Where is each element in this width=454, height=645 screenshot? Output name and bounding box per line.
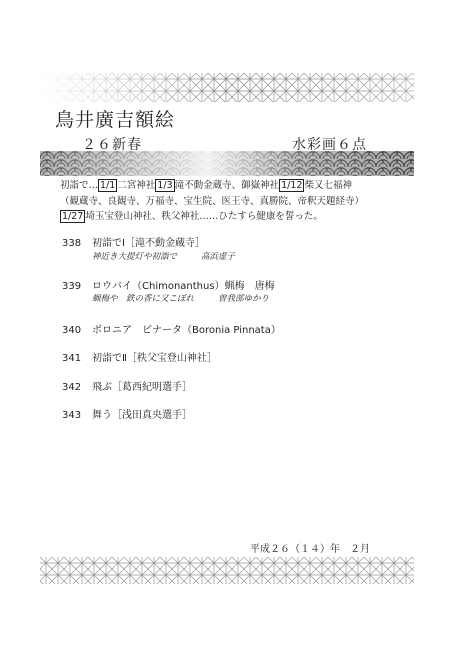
item-title: 飛ぶ［葛西紀明選手］ <box>92 382 192 393</box>
intro-text: 二宮神社 <box>117 180 156 191</box>
list-item <box>62 277 275 292</box>
intro-line-3 <box>60 209 420 225</box>
date-box: 1/12 <box>281 180 303 191</box>
item-title: 初詣でⅡ［秩父宝登山神社］ <box>92 353 217 364</box>
list-item <box>62 234 205 249</box>
item-title: ロウバイ（Chimonanthus）蝋梅 唐梅 <box>92 281 275 292</box>
date-box: 1/1 <box>100 180 116 191</box>
haiku-line <box>92 292 269 304</box>
intro-paragraph <box>60 178 420 225</box>
item-number: 340 <box>62 325 82 336</box>
intro-line-2: （観蔵寺、良観寺、万福寺、宝生院、医王寺、真勝院、帝釈天題経寺） <box>60 195 365 207</box>
bottom-pattern-band <box>40 557 414 584</box>
top-pattern-band <box>40 73 414 102</box>
list-item <box>62 406 192 421</box>
intro-text: 初詣で… <box>60 180 99 191</box>
item-title: ボロニア ピナータ（Boronia Pinnata） <box>92 325 281 336</box>
date-line: 平成２６（１４）年 ２月 <box>250 544 370 555</box>
haiku-line <box>92 250 235 262</box>
item-number: 338 <box>62 238 82 249</box>
intro-line-1 <box>60 178 420 194</box>
date-box: 1/27 <box>62 211 84 222</box>
item-number: 341 <box>62 353 82 364</box>
list-item <box>62 349 217 364</box>
item-title: 初詣でⅠ［滝不動金蔵寺］ <box>92 238 205 249</box>
subtitle-season: ２６新春 <box>82 137 142 153</box>
list-item <box>62 378 192 393</box>
intro-text: 埼玉宝登山神社、秩父神社……ひたすら健康を誓った。 <box>85 211 323 222</box>
page-title: 鳥井廣吉額絵 <box>55 109 176 131</box>
haiku-author: 曽我部ゆかり <box>218 294 270 304</box>
haiku-text: 神近き大提灯や初詣で <box>92 252 178 262</box>
date-box: 1/3 <box>157 180 173 191</box>
haiku-text: 蝋梅や 鉄の香に又こぼれ <box>92 294 195 304</box>
subtitle-count: 水彩画６点 <box>292 137 367 153</box>
list-item <box>62 321 281 336</box>
haiku-author: 高浜虚子 <box>201 252 236 262</box>
item-number: 342 <box>62 382 82 393</box>
intro-text: 柴又七福神 <box>304 180 352 191</box>
intro-text: 滝不動金蔵寺、御嶽神社 <box>174 180 280 191</box>
item-number: 343 <box>62 410 82 421</box>
item-title: 舞う［浅田真央選手］ <box>92 410 192 421</box>
wave-pattern-band <box>40 151 414 176</box>
item-number: 339 <box>62 281 82 292</box>
